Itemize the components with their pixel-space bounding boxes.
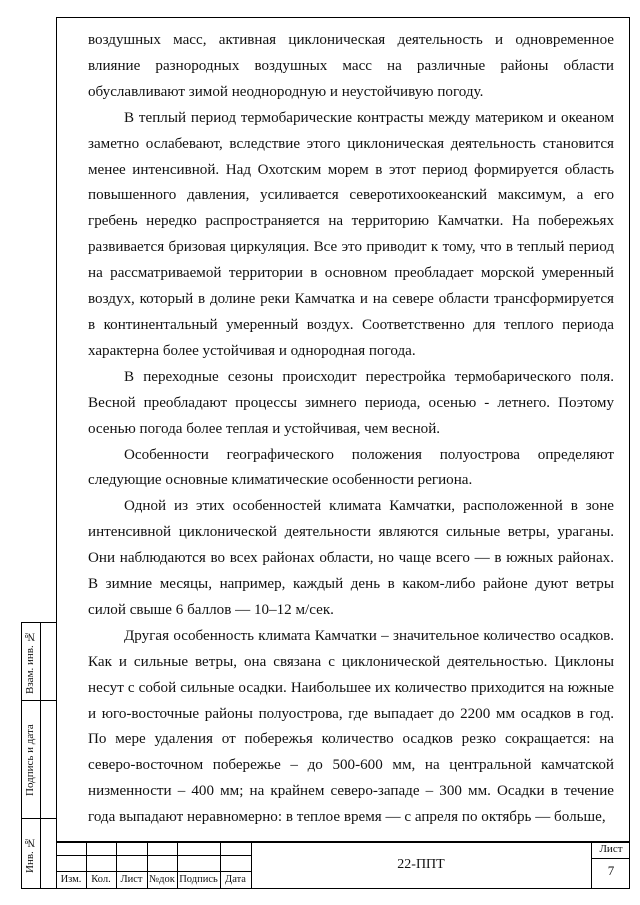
paragraph-2: В теплый период термобарические контрасты между материком и океаном заметно ослабевают, вследствие этого циклоническая деятельность становится менее интенсивной. Над Охотским морем в этот период формируется область повышенного давления, усиливается северотихоокеанский максимум, а его гребень нередко распространяется на территорию Камчатки. На побережьях развивается бризовая циркуляция. Все это приводит к тому, что в теплый период на рассматриваемой территории в основном преобладает морской умеренный воздух, который в долине реки Камчатка и на севере области трансформируется в континентальный умеренный воздух. Соответственно для теплого периода характерна более устойчивая и однородная погода. (88, 109, 614, 359)
paragraph-1: воздушных масс, активная циклоническая деятельность и одновременное влияние разнородных воздушных масс на различные районы области обуславливают зимой неоднородную и неустойчивую погоду. (88, 32, 614, 100)
column-date: Дата (225, 874, 246, 885)
replacement-inventory-label: Взам. инв. № (24, 630, 36, 694)
sheet-number: 7 (607, 863, 615, 878)
title-block (56, 841, 630, 889)
inventory-label: Инв. № (24, 836, 36, 873)
body-text (88, 28, 614, 831)
signature-date-label: Подпись и дата (24, 724, 36, 796)
revision-grid (56, 841, 251, 889)
column-quantity: Кол. (91, 874, 111, 885)
side-cell-replacement-inventory (22, 623, 57, 701)
column-signature: Подпись (179, 874, 218, 885)
paragraph-3: В переходные сезоны происходит перестройка термобарического поля. Весной преобладают процессы зимнего периода, осенью - летнего. Поэтому осенью погода более теплая и устойчивая, чем весной. (88, 368, 614, 437)
paragraph-6: Другая особенность климата Камчатки – значительное количество осадков. Как и сильные ветры, она связана с циклонической деятельностью. Циклоны несут с собой сильные осадки. Наибольшее их количество приходится на южные и юго-восточные районы полуострова, где выпадает до 2200 мм осадков в год. По мере удаления от побережья количество осадков резко сокращается: на северо-восточном побережье – до 500-600 мм, на центральной камчатской низменности – 400 мм; на крайнем северо-западе – 300 мм. Осадки в течение года выпадают неравномерно: в теплое время — с апреля по октябрь — больше, (88, 627, 614, 826)
side-cell-inventory (22, 819, 57, 890)
column-change: Изм. (60, 874, 82, 885)
document-code: 22-ППТ (397, 857, 445, 872)
paragraph-4: Особенности географического положения полуострова определяют следующие основные климатические особенности региона. (88, 446, 614, 489)
side-cell-signature-date (22, 701, 57, 819)
paragraph-5: Одной из этих особенностей климата Камчатки, расположенной в зоне интенсивной циклонической деятельности являются сильные ветры, ураганы. Они наблюдаются во всех районах области, но чаще всего — в южных районах. В зимние месяцы, например, каждый день в каком-либо районе дуют ветры силой свыше 6 баллов — 10–12 м/сек. (88, 498, 614, 618)
sheet-box (591, 841, 630, 889)
side-stamp (21, 622, 56, 889)
column-sheet: Лист (120, 874, 143, 885)
column-doc-number: №док (149, 874, 175, 885)
sheet-label: Лист (599, 843, 623, 855)
